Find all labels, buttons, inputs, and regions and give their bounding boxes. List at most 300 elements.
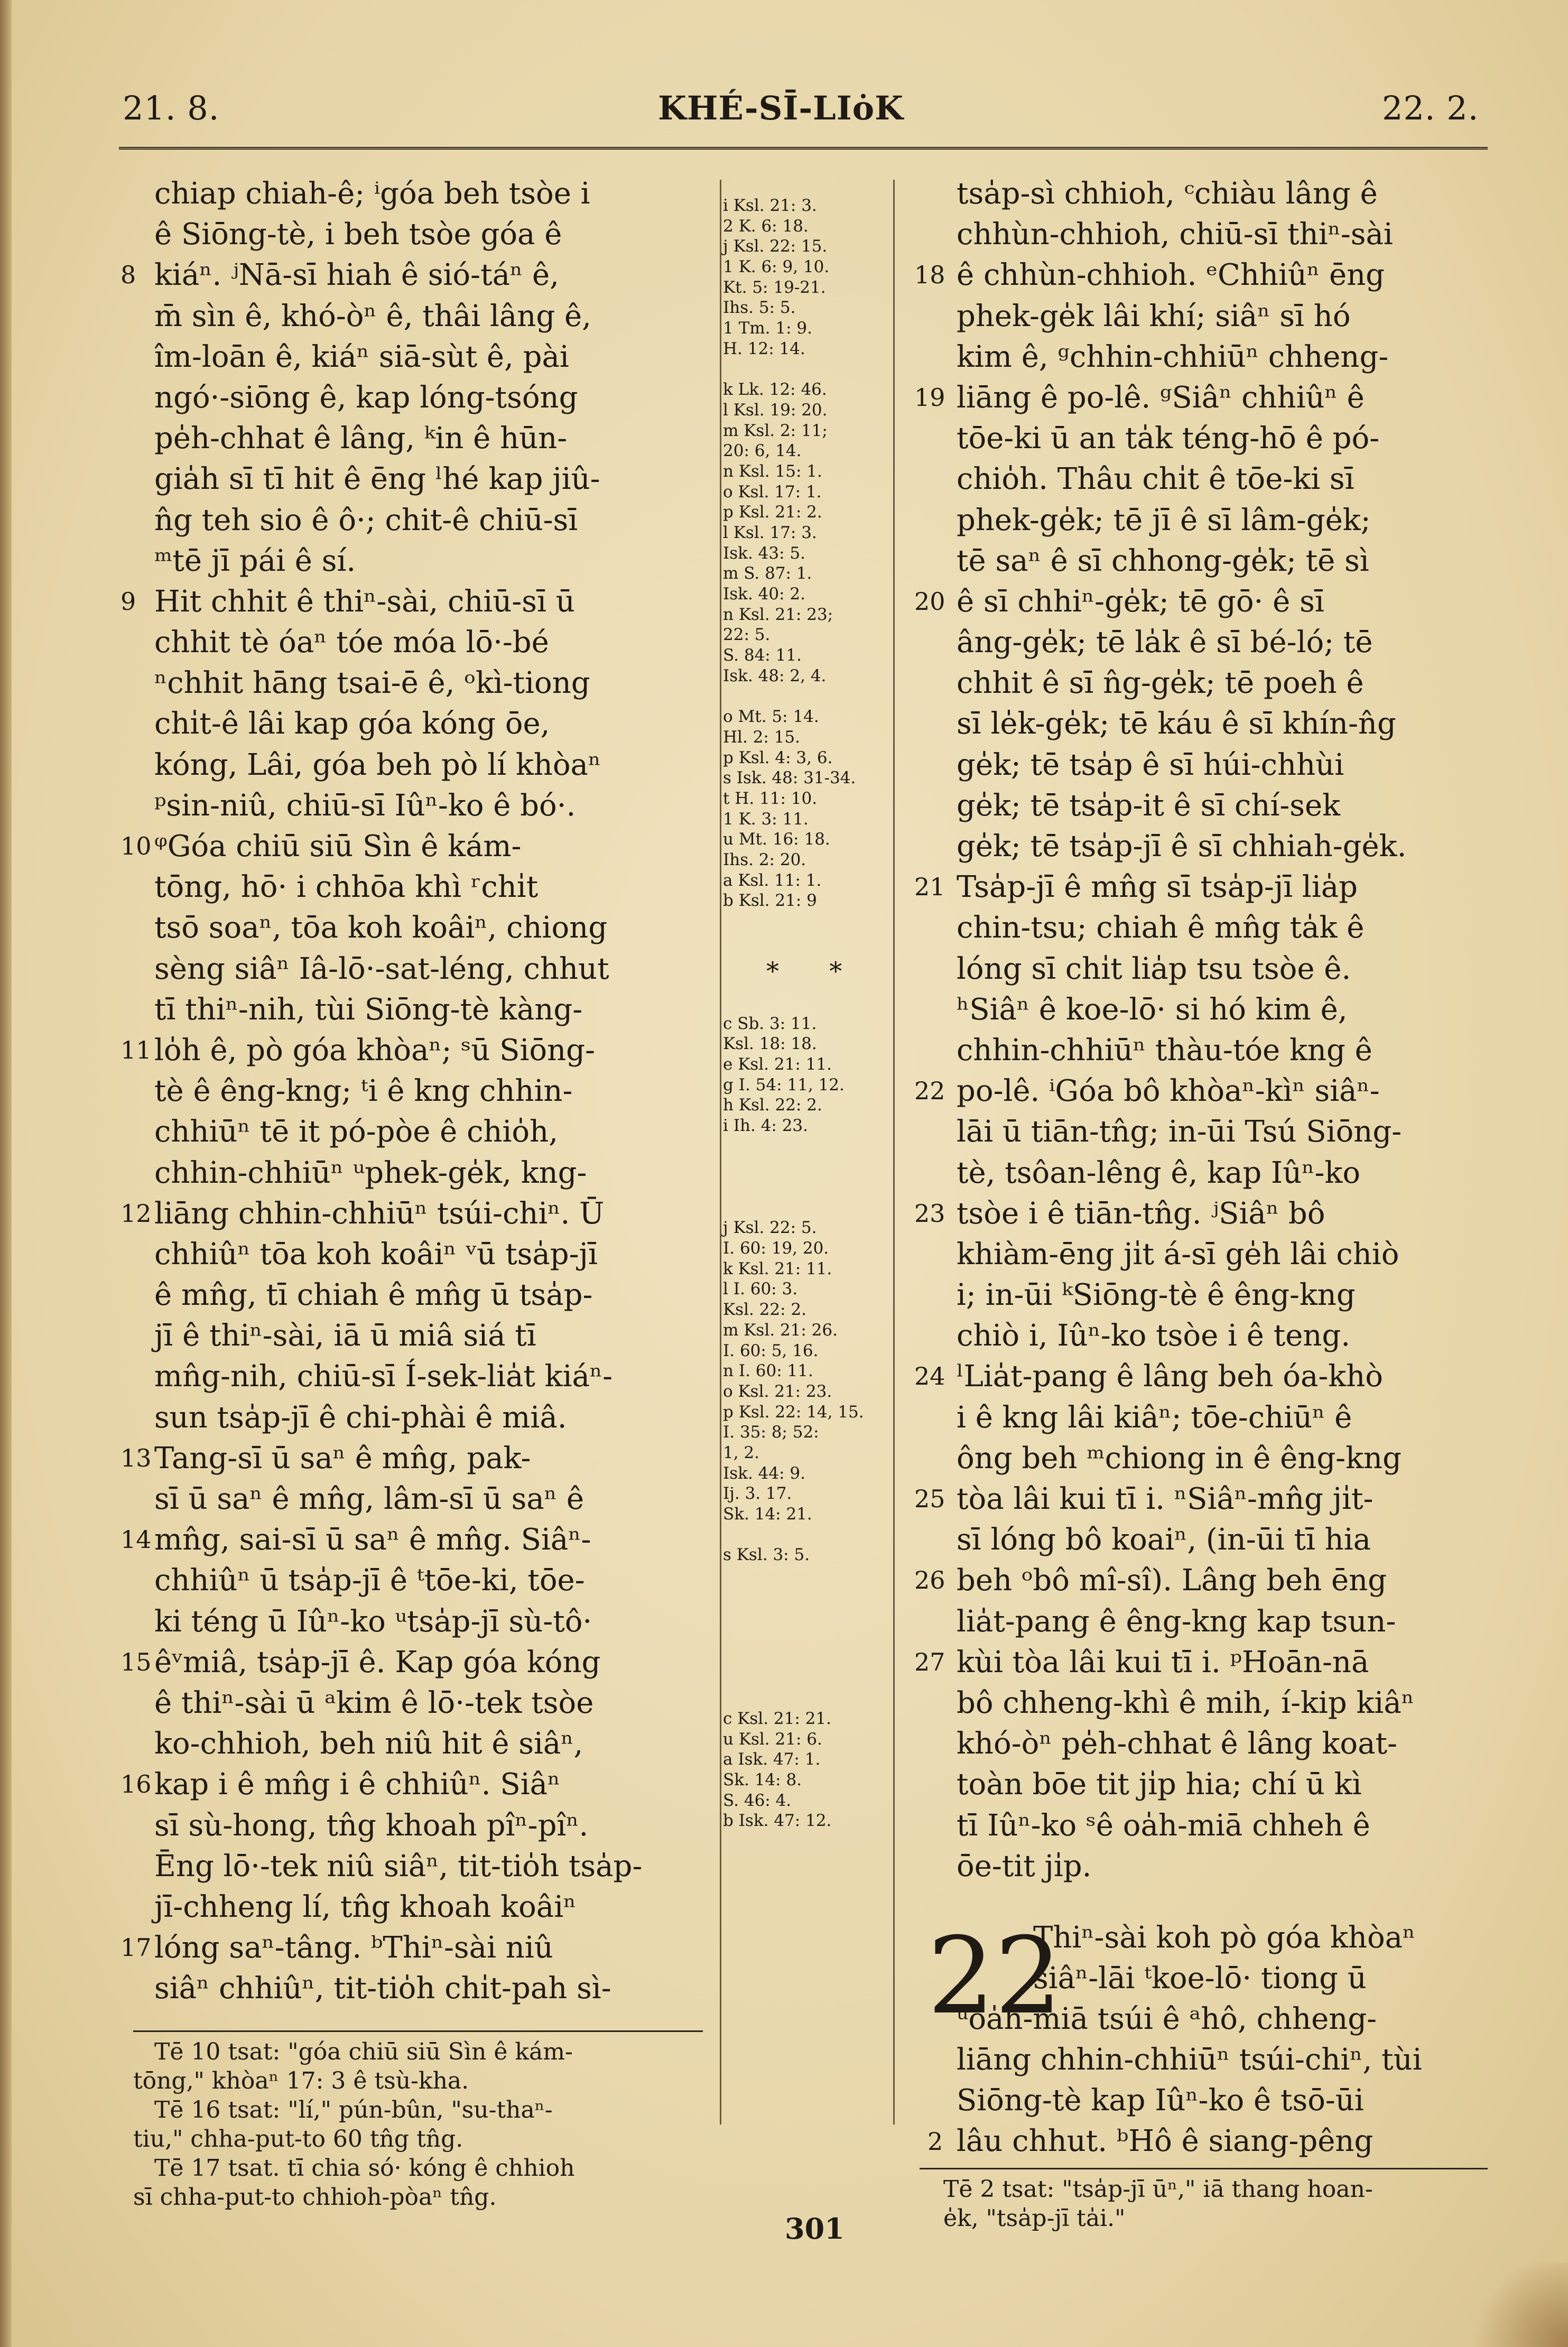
- cross-reference: p Ksl. 22: 14, 15.: [723, 1402, 864, 1422]
- verse-text: Tsa̍p-jī ê mn̂g sī tsa̍p-jī lia̍p: [957, 870, 1358, 905]
- cross-reference: n Ksl. 15: 1.: [723, 461, 822, 481]
- verse-number: 8: [120, 261, 136, 290]
- verse-text: tōng, hō· i chhōa khì ʳchi̍t: [154, 870, 539, 905]
- cross-reference: Ij. 3. 17.: [723, 1484, 792, 1504]
- verse-line: [120, 1438, 702, 1479]
- cross-reference: [723, 1136, 897, 1157]
- cross-reference: m S. 87: 1.: [723, 564, 812, 583]
- verse-text: kóng, Lâi, góa beh pò lí khòaⁿ: [154, 747, 601, 782]
- column-divider-right: [893, 180, 895, 2125]
- verse-line: [898, 418, 1480, 459]
- verse-text: khiàm-ēng ji̍t á-sī ge̍h lâi chiò: [957, 1237, 1399, 1272]
- cross-reference: Ksl. 18: 18.: [723, 1034, 817, 1054]
- cross-reference: p Ksl. 4: 3, 6.: [723, 748, 833, 767]
- verse-text: Hit chhit ê thiⁿ-sài, chiū-sī ū: [154, 584, 575, 619]
- verse-line: [898, 826, 1480, 867]
- verse-text: ᵠGóa chiū siū Sìn ê kám-: [154, 829, 522, 864]
- verse-text: tsòe i ê tiān-tn̂g. ʲSiâⁿ bô: [957, 1196, 1325, 1231]
- verse-text: phek-ge̍k; tē jī ê sī lâm-ge̍k;: [957, 503, 1371, 537]
- cross-reference: H. 12: 14.: [723, 339, 805, 358]
- verse-text: mn̂g, sai-sī ū saⁿ ê mn̂g. Siâⁿ-: [154, 1523, 591, 1557]
- verse-number: 18: [914, 261, 945, 290]
- verse-line: [898, 1356, 1480, 1397]
- verse-text: tsō soaⁿ, tōa koh koâiⁿ, chiong: [154, 911, 608, 945]
- verse-number: 13: [120, 1443, 152, 1472]
- verse-number: 20: [914, 587, 945, 616]
- cross-reference: b Isk. 47: 12.: [723, 1811, 832, 1831]
- verse-line: [898, 907, 1480, 948]
- cross-reference: o Ksl. 21: 23.: [723, 1381, 832, 1401]
- verse-text: po-lê. ⁱGóa bô khòaⁿ-kìⁿ siâⁿ-: [957, 1074, 1380, 1109]
- verse-number: 27: [914, 1647, 945, 1676]
- cross-reference-column: [723, 196, 897, 1831]
- cross-reference: Sk. 14: 8.: [723, 1770, 802, 1789]
- verse-line: [898, 1519, 1480, 1560]
- verse-text: ᵐtē jī pái ê sí.: [154, 543, 356, 578]
- verse-number: 16: [120, 1770, 152, 1799]
- verse-line: [120, 1519, 702, 1560]
- verse-line: [120, 337, 702, 377]
- verse-text: êᵛmiâ, tsa̍p-jī ê. Kap góa kóng: [154, 1645, 601, 1680]
- verse-line: [120, 826, 702, 867]
- verse-line: [120, 949, 702, 989]
- verse-text: ê sī chhiⁿ-ge̍k; tē gō· ê sī: [957, 584, 1324, 619]
- cross-reference: a Ksl. 11: 1.: [723, 870, 822, 890]
- verse-text: îm-loān ê, kiáⁿ siā-sùt ê, pài: [154, 339, 569, 374]
- verse-line: [898, 622, 1480, 663]
- cross-reference: n I. 60: 11.: [723, 1361, 813, 1381]
- cross-reference: 1, 2.: [723, 1443, 760, 1462]
- verse-line: [898, 337, 1480, 377]
- verse-text: chhit tè óaⁿ tóe móa lō·-bé: [154, 625, 549, 660]
- worn-corner: [1462, 2262, 1568, 2347]
- cross-reference: k Lk. 12: 46.: [723, 380, 827, 400]
- verse-line: [898, 1846, 1480, 1887]
- footnote-line: Tē 2 tsat: "tsa̍p-jī ūⁿ," iā thang hoan-: [943, 2176, 1373, 2203]
- verse-text: kiáⁿ. ʲNā-sī hiah ê sió-táⁿ ê,: [154, 258, 559, 293]
- verse-line: [898, 1560, 1480, 1601]
- verse-line: [898, 1153, 1480, 1193]
- verse-line: [898, 296, 1480, 337]
- verse-text: âng-ge̍k; tē la̍k ê sī bé-ló; tē: [957, 625, 1373, 660]
- cross-reference: Isk. 44: 9.: [723, 1463, 805, 1483]
- verse-text: tē saⁿ ê sī chhong-ge̍k; tē sì: [957, 543, 1369, 578]
- verse-text: tòa lâi kui tī i. ⁿSiâⁿ-mn̂g ji̍t-: [957, 1482, 1374, 1516]
- cross-reference: h Ksl. 22: 2.: [723, 1096, 822, 1115]
- verse-line: [120, 214, 702, 255]
- header-rule: [119, 147, 1488, 150]
- verse-text: chhin-chhiūⁿ thàu-tóe kng ê: [957, 1033, 1372, 1068]
- verse-text: chhùn-chhioh, chiū-sī thiⁿ-sài: [957, 217, 1393, 252]
- verse-text: sī le̍k-ge̍k; tē káu ê sī khín-n̂g: [957, 707, 1396, 741]
- cross-reference: m Ksl. 2: 11;: [723, 421, 828, 440]
- verse-number: 11: [120, 1035, 152, 1064]
- verse-line: [120, 377, 702, 418]
- verse-text: chiap chiah-ê; ⁱgóa beh tsòe i: [154, 177, 590, 211]
- verse-line: [120, 907, 702, 948]
- verse-line: [898, 1275, 1480, 1315]
- book-binding-edge: [0, 0, 12, 2347]
- footnote-line: Tē 10 tsat: "góa chiū siū Sìn ê kám-: [154, 2038, 573, 2065]
- verse-line: [898, 1479, 1480, 1519]
- verse-line: [120, 1764, 702, 1805]
- verse-text: tōe-ki ū an ta̍k téng-hō ê pó-: [957, 421, 1380, 456]
- verse-line: [120, 1153, 702, 1193]
- verse-number: 21: [914, 873, 945, 902]
- cross-reference: [723, 687, 897, 707]
- verse-line: [898, 500, 1480, 541]
- cross-reference: [723, 1668, 897, 1689]
- cross-reference: i Ksl. 21: 3.: [723, 196, 817, 215]
- cross-reference: j Ksl. 22: 5.: [723, 1218, 817, 1238]
- verse-line: [120, 1356, 702, 1397]
- verse-text: kùi tòa lâi kui tī i. ᵖHoān-nā: [957, 1645, 1369, 1680]
- cross-reference: o Ksl. 17: 1.: [723, 482, 822, 502]
- footnote-line: Tē 17 tsat. tī chia só· kóng ê chhioh: [154, 2155, 575, 2182]
- verse-line: [120, 703, 702, 744]
- verse-text: siâⁿ chhiûⁿ, tit-tio̍h chi̍t-pah sì-: [154, 1971, 611, 2006]
- verse-text: phek-ge̍k lâi khí; siâⁿ sī hó: [957, 299, 1351, 333]
- verse-line: [898, 1071, 1480, 1111]
- verse-line: [898, 785, 1480, 826]
- cross-reference: [723, 911, 897, 932]
- verse-text: ōe-tit ji̍p.: [957, 1849, 1092, 1884]
- verse-line: [898, 949, 1480, 989]
- verse-text: tè, tsôan-lêng ê, kap Iûⁿ-ko: [957, 1155, 1361, 1190]
- cross-reference: g I. 54: 11, 12.: [723, 1075, 845, 1094]
- verse-line: [120, 1887, 702, 1927]
- cross-reference: 2 K. 6: 18.: [723, 216, 809, 236]
- verse-text: chhiûⁿ ū tsa̍p-jī ê ᵗtōe-ki, tōe-: [154, 1563, 585, 1598]
- verse-line: [898, 541, 1480, 581]
- verse-line: [898, 459, 1480, 499]
- verse-text: tè ê êng-kng; ᵗi ê kng chhin-: [154, 1074, 573, 1109]
- footnote-line: Tē 16 tsat: "lí," pún-bûn, "su-thaⁿ-: [154, 2096, 553, 2123]
- column-divider-left: [720, 180, 721, 2125]
- chapter-line: siâⁿ-lāi ᵗkoe-lō· tiong ū: [1033, 1961, 1367, 1996]
- verse-line: [120, 1805, 702, 1846]
- verse-text: liāng chhin-chhiūⁿ tsúi-chiⁿ. Ū: [154, 1196, 605, 1231]
- page-number: 301: [785, 2212, 845, 2246]
- cross-reference: k Ksl. 21: 11.: [723, 1259, 832, 1278]
- verse-text: lia̍t-pang ê êng-kng kap tsun-: [957, 1604, 1396, 1639]
- chapter-number: 22: [927, 1915, 1062, 2038]
- cross-reference: a Isk. 47: 1.: [723, 1750, 821, 1769]
- verse-text: kap i ê mn̂g i ê chhiûⁿ. Siâⁿ: [154, 1767, 561, 1802]
- verse-number: 22: [914, 1077, 945, 1106]
- verse-line: [120, 418, 702, 459]
- verse-line: [898, 1193, 1480, 1234]
- cross-reference: [723, 993, 897, 1014]
- verse-line: [898, 1438, 1480, 1479]
- verse-line: [120, 1560, 702, 1601]
- cross-reference: I. 60: 5, 16.: [723, 1341, 819, 1360]
- cross-reference: s Ksl. 3: 5.: [723, 1545, 810, 1565]
- footnote-line: e̍k, "tsa̍p-jī ta̍i.": [943, 2205, 1126, 2232]
- verse-number: 10: [120, 832, 152, 860]
- verse-text: bô chheng-khì ê mih, í-kip kiâⁿ: [957, 1685, 1414, 1720]
- verse-line: [120, 1193, 702, 1234]
- verse-line: [898, 214, 1480, 255]
- verse-line: [898, 1601, 1480, 1642]
- verse-text: lāi ū tiān-tn̂g; in-ūi Tsú Siōng-: [957, 1115, 1402, 1149]
- cross-reference: Isk. 40: 2.: [723, 585, 805, 604]
- section-stars: * *: [766, 957, 864, 986]
- right-text-column: [898, 173, 1480, 1887]
- verse-line: [898, 1723, 1480, 1764]
- verse-line: [120, 255, 702, 295]
- verse-line: [120, 785, 702, 826]
- verse-line: [120, 1030, 702, 1071]
- verse-line: [898, 1642, 1480, 1683]
- verse-line: [120, 663, 702, 703]
- verse-text: ê chhùn-chhioh. ᵉChhiûⁿ ēng: [957, 258, 1385, 293]
- verse-text: ge̍k; tē tsa̍p ê sī húi-chhùi: [957, 747, 1344, 782]
- verse-line: [120, 1071, 702, 1111]
- verse-line: [120, 1642, 702, 1683]
- verse-text: ge̍k; tē tsa̍p-it ê sī chí-sek: [957, 788, 1341, 823]
- verse-line: [120, 459, 702, 499]
- verse-line: [120, 1275, 702, 1315]
- cross-reference: [723, 1156, 897, 1177]
- verse-text: lo̍h ê, pò góa khòaⁿ; ˢū Siōng-: [154, 1033, 595, 1068]
- verse-text: beh ᵒbô mî-sî). Lâng beh ēng: [957, 1563, 1387, 1598]
- verse-line: [898, 989, 1480, 1030]
- verse-text: tī thiⁿ-nih, tùi Siōng-tè kàng-: [154, 992, 583, 1027]
- verse-text: gia̍h sī tī hit ê ēng ˡhé kap jiû-: [154, 462, 600, 497]
- verse-line: [120, 1723, 702, 1764]
- cross-reference: [723, 1525, 897, 1545]
- verse-line: [120, 1683, 702, 1723]
- footnote-line: sī chha-put-to chhioh-pòaⁿ tn̂g.: [133, 2184, 497, 2211]
- cross-reference: 1 K. 6: 9, 10.: [723, 257, 830, 277]
- verse-number: 23: [914, 1199, 945, 1228]
- cross-reference: c Sb. 3: 11.: [723, 1014, 817, 1033]
- verse-line: [120, 1397, 702, 1438]
- cross-reference: [723, 932, 897, 952]
- cross-reference: [723, 1198, 897, 1218]
- verse-line: [898, 255, 1480, 295]
- footnote-rule-right: [920, 2168, 1488, 2169]
- verse-text: ông beh ᵐchiong in ê êng-kng: [957, 1441, 1402, 1476]
- cross-reference: Kt. 5: 19-21.: [723, 277, 826, 297]
- verse-line: [120, 500, 702, 541]
- verse-text: sèng siâⁿ Iâ-lō·-sat-léng, chhut: [154, 951, 609, 986]
- cross-reference: u Ksl. 21: 6.: [723, 1729, 822, 1749]
- verse-text: ˡLia̍t-pang ê lâng beh óa-khò: [957, 1359, 1383, 1394]
- cross-reference: [723, 1627, 897, 1647]
- cross-reference: Isk. 43: 5.: [723, 543, 805, 563]
- verse-text: ge̍k; tē tsa̍p-jī ê sī chhiah-ge̍k.: [957, 829, 1407, 864]
- cross-reference: l I. 60: 3.: [723, 1279, 798, 1299]
- verse-line: [898, 745, 1480, 785]
- verse-text: i ê kng lâi kiâⁿ; tōe-chiūⁿ ê: [957, 1400, 1352, 1435]
- verse-line: [898, 377, 1480, 418]
- cross-reference: [723, 1586, 897, 1607]
- verse-line: [120, 989, 702, 1030]
- cross-reference: 20: 6, 14.: [723, 441, 802, 461]
- verse-text: chiò i, Iûⁿ-ko tsòe i ê teng.: [957, 1319, 1351, 1353]
- verse-line: [898, 1805, 1480, 1846]
- chapter-line: liāng chhin-chhiūⁿ tsúi-chiⁿ, tùi: [957, 2043, 1422, 2077]
- verse-line: [120, 1846, 702, 1887]
- verse-text: chio̍h. Thâu chi̍t ê tōe-ki sī: [957, 462, 1354, 497]
- verse-line: [898, 173, 1480, 214]
- verse-text: ê Siōng-tè, i beh tsòe góa ê: [154, 217, 562, 252]
- verse-number: 9: [120, 587, 136, 616]
- verse-number: 2: [927, 2127, 943, 2156]
- verse-line: [898, 1397, 1480, 1438]
- verse-number: 24: [914, 1362, 945, 1391]
- running-header-right: 22. 2.: [1382, 89, 1479, 127]
- verse-text: chhiûⁿ tōa koh koâiⁿ ᵛū tsa̍p-jī: [154, 1237, 598, 1272]
- verse-line: [120, 1601, 702, 1642]
- verse-line: [898, 1683, 1480, 1723]
- verse-line: [120, 1315, 702, 1356]
- verse-line: [120, 296, 702, 337]
- verse-line: [120, 1479, 702, 1519]
- verse-text: tī Iûⁿ-ko ˢê oa̍h-miā chheh ê: [957, 1808, 1370, 1843]
- cross-reference: c Ksl. 21: 21.: [723, 1709, 831, 1728]
- chapter-line: ᵘoa̍h-miā tsúi ê ᵃhô, chheng-: [957, 2002, 1377, 2036]
- verse-text: lóng saⁿ-tâng. ᵇThiⁿ-sài niû: [154, 1931, 553, 1965]
- verse-number: 25: [914, 1485, 945, 1513]
- verse-line: [120, 1927, 702, 1968]
- verse-number: 14: [120, 1525, 152, 1554]
- cross-reference: s Isk. 48: 31-34.: [723, 768, 856, 788]
- verse-text: chhin-chhiūⁿ ᵘphek-ge̍k, kng-: [154, 1155, 587, 1190]
- cross-reference: u Mt. 16: 18.: [723, 830, 830, 849]
- cross-reference: 1 Tm. 1: 9.: [723, 319, 812, 338]
- verse-number: 19: [914, 383, 945, 412]
- verse-line: [898, 581, 1480, 622]
- footnote-line: tiu," chha-put-to 60 tn̂g tn̂g.: [133, 2126, 463, 2153]
- cross-reference: j Ksl. 22: 15.: [723, 237, 828, 256]
- verse-text: ê mn̂g, tī chiah ê mn̂g ū tsa̍p-: [154, 1278, 593, 1313]
- cross-reference: Ihs. 5: 5.: [723, 298, 796, 318]
- left-text-column: [120, 173, 702, 2009]
- cross-reference: Ihs. 2: 20.: [723, 850, 806, 869]
- cross-reference: n Ksl. 21: 23;: [723, 605, 833, 624]
- cross-reference: [723, 1565, 897, 1586]
- verse-line: [120, 581, 702, 622]
- verse-line: [120, 173, 702, 214]
- verse-text: ᵖsin-niû, chiū-sī Iûⁿ-ko ê bó·.: [154, 788, 576, 823]
- verse-line: [898, 1764, 1480, 1805]
- verse-text: pe̍h-chhat ê lâng, ᵏin ê hūn-: [154, 421, 568, 456]
- verse-text: jī-chheng lí, tn̂g khoah koâiⁿ: [154, 1889, 577, 1924]
- verse-line: [120, 1968, 702, 2009]
- chapter-line: Siōng-tè kap Iûⁿ-ko ê tsō-ūi: [957, 2083, 1364, 2118]
- verse-text: tsa̍p-sì chhioh, ᶜchiàu lâng ê: [957, 177, 1378, 211]
- verse-text: n̂g teh sio ê ô·; chit-ê chiū-sī: [154, 503, 578, 537]
- verse-text: sun tsa̍p-jī ê chi-phài ê miâ.: [154, 1400, 567, 1435]
- verse-line: [120, 1111, 702, 1152]
- cross-reference: t H. 11: 10.: [723, 788, 818, 808]
- cross-reference: 22: 5.: [723, 625, 771, 645]
- cross-reference: I. 35: 8; 52:: [723, 1423, 819, 1442]
- running-header-title: KHÉ-SĪ-LIȯK: [658, 89, 904, 127]
- verse-text: khó-òⁿ pe̍h-chhat ê lâng koat-: [957, 1727, 1397, 1761]
- verse-text: mn̂g-nih, chiū-sī Í-sek-lia̍t kiáⁿ-: [154, 1359, 613, 1394]
- verse-text: sī ū saⁿ ê mn̂g, lâm-sī ū saⁿ ê: [154, 1482, 584, 1516]
- verse-line: [120, 867, 702, 907]
- verse-text: liāng ê po-lê. ᵍSiâⁿ chhiûⁿ ê: [957, 380, 1365, 415]
- verse-line: [120, 541, 702, 581]
- cross-reference: p Ksl. 21: 2.: [723, 503, 822, 522]
- verse-text: sī sù-hong, tn̂g khoah pîⁿ-pîⁿ.: [154, 1808, 589, 1843]
- verse-text: chhit ê sī n̂g-ge̍k; tē poeh ê: [957, 666, 1364, 701]
- cross-reference: [723, 359, 897, 380]
- verse-text: jī ê thiⁿ-sài, iā ū miâ siá tī: [154, 1319, 536, 1353]
- footnote-line: tōng," khòaⁿ 17: 3 ê tsù-kha.: [133, 2067, 469, 2094]
- verse-line: [898, 663, 1480, 703]
- verse-text: ko-chhioh, beh niû hit ê siâⁿ,: [154, 1727, 583, 1761]
- verse-line: [898, 1111, 1480, 1152]
- cross-reference: [723, 1688, 897, 1709]
- cross-reference: S. 84: 11.: [723, 646, 802, 665]
- cross-reference: Sk. 14: 21.: [723, 1505, 812, 1524]
- chapter-line: Thiⁿ-sài koh pò góa khòaⁿ: [1033, 1921, 1416, 1955]
- cross-reference: Isk. 48: 2, 4.: [723, 666, 827, 685]
- verse-text: ngó·-siōng ê, kap lóng-tsóng: [154, 380, 578, 415]
- cross-reference: l Ksl. 19: 20.: [723, 400, 828, 420]
- verse-text: Ēng lō·-tek niû siâⁿ, tit-tio̍h tsa̍p-: [154, 1849, 643, 1884]
- verse-line: [898, 1234, 1480, 1275]
- verse-text: ʰSiâⁿ ê koe-lō· si hó kim ê,: [957, 992, 1348, 1027]
- cross-reference: S. 46: 4.: [723, 1791, 792, 1810]
- cross-reference: [723, 1647, 897, 1668]
- cross-reference: I. 60: 19, 20.: [723, 1239, 829, 1258]
- verse-text: chhiūⁿ tē it pó-pòe ê chio̍h,: [154, 1115, 559, 1149]
- verse-text: chin-tsu; chiah ê mn̂g ta̍k ê: [957, 911, 1365, 945]
- verse-line: [120, 1234, 702, 1275]
- cross-reference: Hl. 2: 15.: [723, 727, 800, 747]
- verse-text: ki téng ū Iûⁿ-ko ᵘtsa̍p-jī sù-tô·: [154, 1604, 592, 1639]
- verse-text: Tang-sī ū saⁿ ê mn̂g, pak-: [154, 1441, 531, 1476]
- verse-text: chi̍t-ê lâi kap góa kóng ōe,: [154, 707, 550, 741]
- cross-reference: m Ksl. 21: 26.: [723, 1320, 838, 1340]
- chapter-line: lâu chhut. ᵇHô ê siang-pêng: [957, 2124, 1374, 2158]
- verse-number: 26: [914, 1566, 945, 1595]
- verse-line: [898, 867, 1480, 907]
- cross-reference: [723, 1606, 897, 1627]
- cross-reference: 1 K. 3: 11.: [723, 809, 809, 829]
- footnote-rule-left: [133, 2030, 703, 2032]
- verse-number: 15: [120, 1647, 152, 1676]
- verse-number: 12: [120, 1199, 152, 1228]
- verse-text: sī lóng bô koaiⁿ, (in-ūi tī hia: [957, 1523, 1371, 1557]
- verse-text: toàn bōe tit ji̍p hia; chí ū kì: [957, 1767, 1362, 1802]
- verse-text: ⁿchhit hāng tsai-ē ê, ᵒkì-tiong: [154, 666, 590, 701]
- verse-text: i; in-ūi ᵏSiōng-tè ê êng-kng: [957, 1278, 1356, 1313]
- cross-reference: Ksl. 22: 2.: [723, 1300, 807, 1320]
- cross-reference: o Mt. 5: 14.: [723, 707, 819, 727]
- verse-line: [120, 745, 702, 785]
- cross-reference: l Ksl. 17: 3.: [723, 523, 817, 542]
- verse-text: lóng sī chi̍t lia̍p tsu tsòe ê.: [957, 951, 1351, 986]
- verse-line: [898, 1315, 1480, 1356]
- cross-reference: i Ih. 4: 23.: [723, 1116, 809, 1135]
- verse-text: ê thiⁿ-sài ū ᵃkim ê lō·-tek tsòe: [154, 1685, 594, 1720]
- running-header-left: 21. 8.: [123, 89, 220, 127]
- verse-line: [898, 703, 1480, 744]
- verse-line: [120, 622, 702, 663]
- verse-number: 17: [120, 1933, 152, 1962]
- verse-line: [898, 1030, 1480, 1071]
- cross-reference: e Ksl. 21: 11.: [723, 1054, 832, 1074]
- cross-reference: b Ksl. 21: 9: [723, 891, 817, 911]
